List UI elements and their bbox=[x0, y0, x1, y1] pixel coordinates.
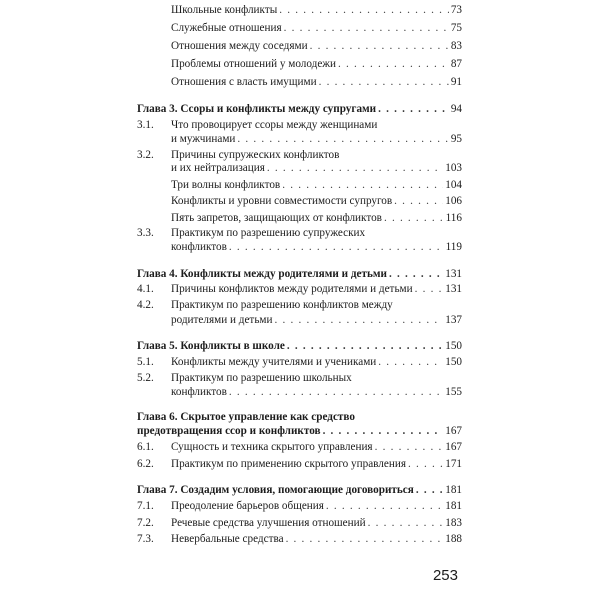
dot-leader bbox=[282, 177, 443, 193]
dot-leader bbox=[319, 74, 449, 90]
toc-chapter-title: Глава 7. Создадим условия, помогающие договориться bbox=[137, 484, 414, 496]
toc-entry-page: 104 bbox=[445, 179, 462, 191]
toc-chapter-title-line1: Глава 6. Скрытое управление как средство bbox=[137, 411, 355, 423]
toc-entry bbox=[0, 515, 600, 531]
toc-entry-number: 5.1. bbox=[137, 356, 154, 368]
toc-entry-number: 6.1. bbox=[137, 441, 154, 453]
toc-entry-title: Сущность и техника скрытого управления bbox=[171, 441, 373, 453]
toc-entry-page: 87 bbox=[450, 58, 462, 70]
dot-leader bbox=[323, 423, 444, 439]
toc-entry-title: Служебные отношения bbox=[171, 22, 282, 34]
toc-entry-title: Три волны конфликтов bbox=[171, 179, 281, 191]
toc-chapter bbox=[0, 482, 600, 498]
toc-entry-page: 75 bbox=[450, 22, 462, 34]
toc-entry-title: Невербальные средства bbox=[171, 533, 284, 545]
toc-entry bbox=[0, 498, 600, 514]
toc-chapter-title: Глава 3. Ссоры и конфликты между супругами bbox=[137, 103, 377, 115]
toc-entry-title-line1: Практикум по разрешению конфликтов между bbox=[171, 299, 393, 311]
dot-leader bbox=[389, 266, 443, 282]
toc-entry-number: 5.2. bbox=[137, 372, 154, 384]
toc-entry bbox=[0, 131, 600, 147]
toc-entry-number: 3.3. bbox=[137, 227, 154, 239]
toc-entry-title: Отношения с власть имущими bbox=[171, 76, 317, 88]
toc-chapter-title: Глава 5. Конфликты в школе bbox=[137, 340, 285, 352]
toc-entry-title-line1: Причины супружеских конфликтов bbox=[171, 149, 340, 161]
toc-entry-title: родителями и детьми bbox=[171, 314, 273, 326]
dot-leader bbox=[408, 456, 443, 472]
toc-entry-title-line1: Что провоцирует ссоры между женщинами bbox=[171, 119, 378, 131]
dot-leader bbox=[286, 531, 444, 547]
toc-chapter-page: 94 bbox=[450, 103, 462, 115]
toc-entry bbox=[0, 384, 600, 400]
toc-entry-number: 7.3. bbox=[137, 533, 154, 545]
toc-entry bbox=[0, 312, 600, 328]
page-number: 253 bbox=[432, 567, 458, 584]
toc-entry-page: 91 bbox=[450, 76, 462, 88]
toc-entry-number: 3.1. bbox=[137, 119, 154, 131]
toc-entry-title: Пять запретов, защищающих от конфликтов bbox=[171, 212, 382, 224]
toc-entry bbox=[0, 2, 600, 18]
toc-chapter-page: 150 bbox=[445, 340, 462, 352]
toc-chapter-page: 167 bbox=[445, 425, 462, 437]
toc-entry bbox=[0, 160, 600, 176]
dot-leader bbox=[237, 131, 448, 147]
toc-entry bbox=[0, 354, 600, 370]
toc-entry-page: 171 bbox=[445, 458, 462, 470]
toc-entry-title: Причины конфликтов между родителями и детьми bbox=[171, 283, 413, 295]
toc-entry-title: Отношения между соседями bbox=[171, 40, 308, 52]
dot-leader bbox=[368, 515, 444, 531]
toc-chapter-page: 131 bbox=[445, 268, 462, 280]
toc-entry-title: Конфликты между учителями и учениками bbox=[171, 356, 377, 368]
toc-entry-page: 131 bbox=[445, 283, 462, 295]
toc-entry-page: 167 bbox=[445, 441, 462, 453]
toc-entry-page: 188 bbox=[445, 533, 462, 545]
toc-chapter bbox=[0, 101, 600, 117]
dot-leader bbox=[378, 101, 449, 117]
toc-entry-page: 103 bbox=[445, 162, 462, 174]
dot-leader bbox=[310, 38, 449, 54]
toc-entry bbox=[0, 74, 600, 90]
toc-entry bbox=[0, 531, 600, 547]
toc-chapter-title: Глава 4. Конфликты между родителями и детьми bbox=[137, 268, 387, 280]
toc-entry-page: 150 bbox=[445, 356, 462, 368]
dot-leader bbox=[378, 354, 443, 370]
toc-entry-title: и мужчинами bbox=[171, 133, 236, 145]
toc-entry-page: 73 bbox=[450, 4, 462, 16]
toc-chapter bbox=[0, 338, 600, 354]
toc-entry-page: 137 bbox=[445, 314, 462, 326]
dot-leader bbox=[284, 20, 449, 36]
dot-leader bbox=[384, 210, 444, 226]
toc-entry-number: 7.1. bbox=[137, 500, 154, 512]
dot-leader bbox=[229, 239, 444, 255]
dot-leader bbox=[415, 281, 444, 297]
toc-chapter bbox=[0, 266, 600, 282]
toc-entry bbox=[0, 20, 600, 36]
dot-leader bbox=[326, 498, 443, 514]
toc-entry bbox=[0, 177, 600, 193]
toc-entry-title: Речевые средства улучшения отношений bbox=[171, 517, 366, 529]
dot-leader bbox=[267, 160, 443, 176]
toc-entry bbox=[0, 38, 600, 54]
toc-entry-title: Практикум по применению скрытого управления bbox=[171, 458, 406, 470]
toc-entry bbox=[0, 281, 600, 297]
toc-entry-page: 116 bbox=[445, 212, 462, 224]
toc-entry-number: 7.2. bbox=[137, 517, 154, 529]
toc-entry-page: 83 bbox=[450, 40, 462, 52]
toc-entry-number: 4.2. bbox=[137, 299, 154, 311]
dot-leader bbox=[375, 439, 444, 455]
dot-leader bbox=[229, 384, 443, 400]
toc-entry-page: 95 bbox=[450, 133, 462, 145]
dot-leader bbox=[287, 338, 443, 354]
toc-entry-page: 155 bbox=[445, 386, 462, 398]
toc-entry-title: Конфликты и уровни совместимости супругов bbox=[171, 195, 393, 207]
toc-entry-number: 3.2. bbox=[137, 149, 154, 161]
dot-leader bbox=[279, 2, 449, 18]
toc-entry-title: Школьные конфликты bbox=[171, 4, 278, 16]
toc-entry bbox=[0, 239, 600, 255]
dot-leader bbox=[275, 312, 444, 328]
toc-chapter-title: предотвращения ссор и конфликтов bbox=[137, 425, 321, 437]
dot-leader bbox=[394, 193, 443, 209]
toc-chapter bbox=[0, 423, 600, 439]
toc-entry bbox=[0, 439, 600, 455]
toc-entry-title: и их нейтрализация bbox=[171, 162, 265, 174]
toc-entry-title: Проблемы отношений у молодежи bbox=[171, 58, 337, 70]
toc-entry-number: 6.2. bbox=[137, 458, 154, 470]
toc-chapter-page: 181 bbox=[445, 484, 462, 496]
toc-entry-page: 119 bbox=[445, 241, 462, 253]
toc-entry-number: 4.1. bbox=[137, 283, 154, 295]
dot-leader bbox=[416, 482, 443, 498]
toc-entry-title: конфликтов bbox=[171, 386, 227, 398]
toc-entry bbox=[0, 56, 600, 72]
toc-entry-title: Преодоление барьеров общения bbox=[171, 500, 324, 512]
toc-entry-page: 106 bbox=[445, 195, 462, 207]
toc-entry bbox=[0, 193, 600, 209]
toc-entry bbox=[0, 456, 600, 472]
toc-entry-title-line1: Практикум по разрешению школьных bbox=[171, 372, 352, 384]
toc-entry-title-line1: Практикум по разрешению супружеских bbox=[171, 227, 366, 239]
toc-entry bbox=[0, 210, 600, 226]
toc-entry-page: 183 bbox=[445, 517, 462, 529]
dot-leader bbox=[338, 56, 449, 72]
toc-entry-page: 181 bbox=[445, 500, 462, 512]
toc-entry-title: конфликтов bbox=[171, 241, 227, 253]
